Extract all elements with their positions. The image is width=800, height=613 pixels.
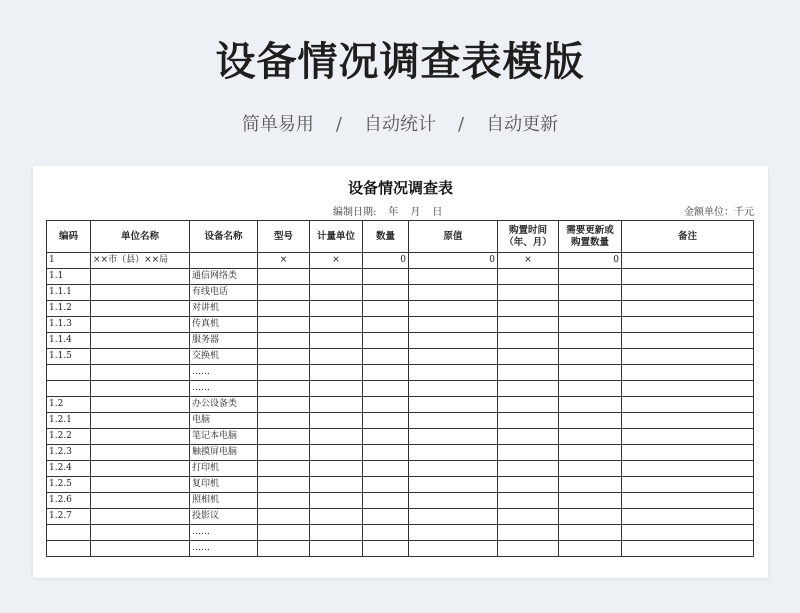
table-row [47,381,754,397]
table-cell [622,509,754,525]
table-cell: 对讲机 [190,301,258,317]
table-row [47,429,754,445]
tag-auto-stats: 自动统计 [364,114,436,135]
table-cell [310,285,363,301]
table-cell [409,541,498,557]
tag-auto-update: 自动更新 [486,114,559,135]
table-cell [258,317,310,333]
table-cell: …… [190,525,258,541]
table-cell [622,525,754,541]
table-cell [91,301,190,317]
table-cell [91,333,190,349]
table-cell [258,541,310,557]
table-cell [47,381,91,397]
column-header-line: 数量 [375,230,395,242]
table-cell: 1.1.3 [47,317,91,333]
column-header [409,221,498,253]
table-cell [91,429,190,445]
table-cell [258,333,310,349]
table-cell [190,253,258,269]
table-cell [91,365,190,381]
table-cell [498,525,559,541]
table-cell [622,301,754,317]
table-cell [622,365,754,381]
document-sheet [33,166,768,578]
compile-date [333,206,442,220]
table-cell [409,461,498,477]
table-cell [409,413,498,429]
table-cell [258,269,310,285]
table-cell [363,365,409,381]
table-row [47,413,754,429]
table-cell [91,493,190,509]
table-cell [310,445,363,461]
table-cell [363,509,409,525]
table-cell [258,445,310,461]
table-cell [622,461,754,477]
column-header-line: 编码 [58,230,78,242]
table-cell [258,525,310,541]
table-cell [498,477,559,493]
table-cell [258,301,310,317]
table-row [47,445,754,461]
table-cell: …… [190,381,258,397]
table-cell: …… [190,541,258,557]
table-cell: 投影议 [190,509,258,525]
table-cell [498,445,559,461]
table-row [47,253,754,269]
table-cell [498,333,559,349]
table-cell: 0 [363,253,409,269]
table-cell [409,493,498,509]
table-cell [559,333,622,349]
table-cell [91,509,190,525]
column-header [190,221,258,253]
column-header-line: 单位名称 [120,230,159,242]
table-cell: 笔记本电脑 [190,429,258,445]
date-label: 编制日期: [333,207,377,218]
table-cell [409,509,498,525]
table-cell [559,365,622,381]
table-header-row [47,221,754,253]
column-header [91,221,190,253]
table-cell [559,509,622,525]
table-cell [622,477,754,493]
table-cell [622,349,754,365]
table-cell: 0 [559,253,622,269]
column-header-line: 购置时间 [508,224,547,236]
column-header [258,221,310,253]
table-cell [310,301,363,317]
table-row [47,333,754,349]
table-cell [91,413,190,429]
table-cell [622,445,754,461]
table-cell [47,365,91,381]
table-cell [310,349,363,365]
table-cell [258,509,310,525]
table-cell [409,525,498,541]
table-row [47,493,754,509]
table-cell [363,301,409,317]
table-cell [47,525,91,541]
table-cell [310,509,363,525]
table-cell [363,493,409,509]
table-cell: 复印机 [190,477,258,493]
date-month: 月 [410,207,421,218]
table-cell [409,317,498,333]
table-cell [498,413,559,429]
table-cell [622,269,754,285]
table-cell [498,493,559,509]
table-cell [559,493,622,509]
table-row [47,477,754,493]
table-cell: 有线电话 [190,285,258,301]
table-cell [310,269,363,285]
table-cell [91,397,190,413]
table-cell [91,461,190,477]
table-cell: ××市（县）××局 [91,253,190,269]
table-row [47,525,754,541]
table-cell [258,285,310,301]
column-header [363,221,409,253]
table-cell [310,381,363,397]
page-title: 设备情况调查表模版 [215,39,585,85]
table-row [47,461,754,477]
table-cell: 照相机 [190,493,258,509]
table-cell [622,541,754,557]
table-cell [559,349,622,365]
table-cell [409,365,498,381]
table-cell [363,413,409,429]
table-cell: 打印机 [190,461,258,477]
table-cell [363,397,409,413]
table-body [47,253,754,557]
column-header [498,221,559,253]
table-cell [258,461,310,477]
table-cell: 1.1.5 [47,349,91,365]
column-header [622,221,754,253]
tag-separator: / [458,114,465,135]
table-cell [622,413,754,429]
table-cell: 办公设备类 [190,397,258,413]
date-day: 日 [432,207,443,218]
table-cell [258,397,310,413]
table-cell [559,429,622,445]
table-cell: 电脑 [190,413,258,429]
table-cell [310,413,363,429]
table-cell [91,381,190,397]
column-header [47,221,91,253]
table-cell [91,445,190,461]
column-header-line: 需要更新或 [566,224,614,236]
table-cell [258,365,310,381]
table-cell [498,381,559,397]
tag-separator: / [335,114,342,135]
table-cell [559,445,622,461]
table-cell: 1.2.4 [47,461,91,477]
table-cell: 1.1.2 [47,301,91,317]
table-cell [310,333,363,349]
table-cell [498,429,559,445]
table-cell [363,349,409,365]
table-cell [363,461,409,477]
table-cell [310,525,363,541]
table-cell [409,301,498,317]
table-cell [409,285,498,301]
amount-unit: 金额单位：千元 [684,207,754,218]
table-cell: 1.1.4 [47,333,91,349]
table-cell: 1.2.7 [47,509,91,525]
table-cell [258,493,310,509]
feature-tags [0,112,800,138]
table-cell: 1.2.3 [47,445,91,461]
table-cell [91,525,190,541]
table-cell [409,349,498,365]
table-row [47,301,754,317]
table-cell [498,317,559,333]
table-cell [498,285,559,301]
table-cell [258,413,310,429]
table-cell [498,541,559,557]
table-cell [91,541,190,557]
column-header-line: （年、月） [504,236,552,248]
table-cell: 1 [47,253,91,269]
table-cell [559,301,622,317]
table-cell [409,477,498,493]
table-cell [409,429,498,445]
table-cell [559,413,622,429]
table-cell [258,349,310,365]
table-cell [258,477,310,493]
equipment-table [46,220,754,557]
table-cell [363,525,409,541]
table-cell: 1.2.6 [47,493,91,509]
table-row [47,317,754,333]
table-cell [363,333,409,349]
table-cell [310,477,363,493]
table-cell [310,493,363,509]
table-cell [310,397,363,413]
table-cell: 通信网络类 [190,269,258,285]
table-cell [409,397,498,413]
table-cell [559,525,622,541]
column-header [310,221,363,253]
table-cell [559,477,622,493]
table-cell [559,285,622,301]
table-cell: …… [190,365,258,381]
table-cell [363,445,409,461]
table-cell [310,541,363,557]
table-cell [498,509,559,525]
date-year: 年 [388,207,399,218]
column-header [559,221,622,253]
column-header-line: 备注 [677,230,697,242]
column-header-line: 原值 [443,230,463,242]
table-cell [409,381,498,397]
table-cell [363,381,409,397]
table-cell: 传真机 [190,317,258,333]
table-cell [363,269,409,285]
table-cell [91,349,190,365]
table-cell [91,317,190,333]
table-cell [310,461,363,477]
table-cell [622,429,754,445]
table-row [47,509,754,525]
table-cell: 1.2.2 [47,429,91,445]
table-row [47,397,754,413]
column-header-line: 型号 [273,230,293,242]
table-cell [91,285,190,301]
table-cell: × [310,253,363,269]
table-row [47,365,754,381]
column-header-line: 设备名称 [204,230,243,242]
table-cell [409,445,498,461]
document-title: 设备情况调查表 [347,179,453,197]
table-cell [498,397,559,413]
table-cell: 交换机 [190,349,258,365]
table-cell [622,285,754,301]
table-cell [498,349,559,365]
table-cell [622,397,754,413]
table-cell [363,477,409,493]
table-cell [559,269,622,285]
table-cell [363,317,409,333]
table-cell [91,477,190,493]
table-cell: 1.1.1 [47,285,91,301]
table-cell: 1.2.1 [47,413,91,429]
table-cell [258,429,310,445]
table-cell [622,253,754,269]
table-row [47,541,754,557]
table-cell [363,285,409,301]
table-cell [559,317,622,333]
table-cell [498,365,559,381]
table-cell: 服务器 [190,333,258,349]
tag-easy: 简单易用 [241,114,314,135]
table-row [47,349,754,365]
table-cell [559,461,622,477]
table-cell [622,381,754,397]
table-cell: 1.2.5 [47,477,91,493]
table-cell: × [258,253,310,269]
table-cell: 1.2 [47,397,91,413]
table-cell [498,461,559,477]
table-cell [622,317,754,333]
table-cell [409,333,498,349]
table-row [47,285,754,301]
table-cell [91,269,190,285]
table-cell [622,333,754,349]
table-cell [559,541,622,557]
table-cell [363,429,409,445]
table-cell: 触摸屏电脑 [190,445,258,461]
table-cell: 0 [409,253,498,269]
table-cell [622,493,754,509]
table-cell [498,301,559,317]
table-cell: × [498,253,559,269]
table-cell [258,381,310,397]
table-cell [310,317,363,333]
column-header-line: 购置数量 [570,236,609,248]
column-header-line: 计量单位 [316,230,355,242]
table-cell [559,397,622,413]
table-cell [310,429,363,445]
table-row [47,269,754,285]
table-cell: 1.1 [47,269,91,285]
table-cell [310,365,363,381]
table-cell [363,541,409,557]
table-cell [498,269,559,285]
table-cell [559,381,622,397]
table-cell [409,269,498,285]
table-cell [47,541,91,557]
